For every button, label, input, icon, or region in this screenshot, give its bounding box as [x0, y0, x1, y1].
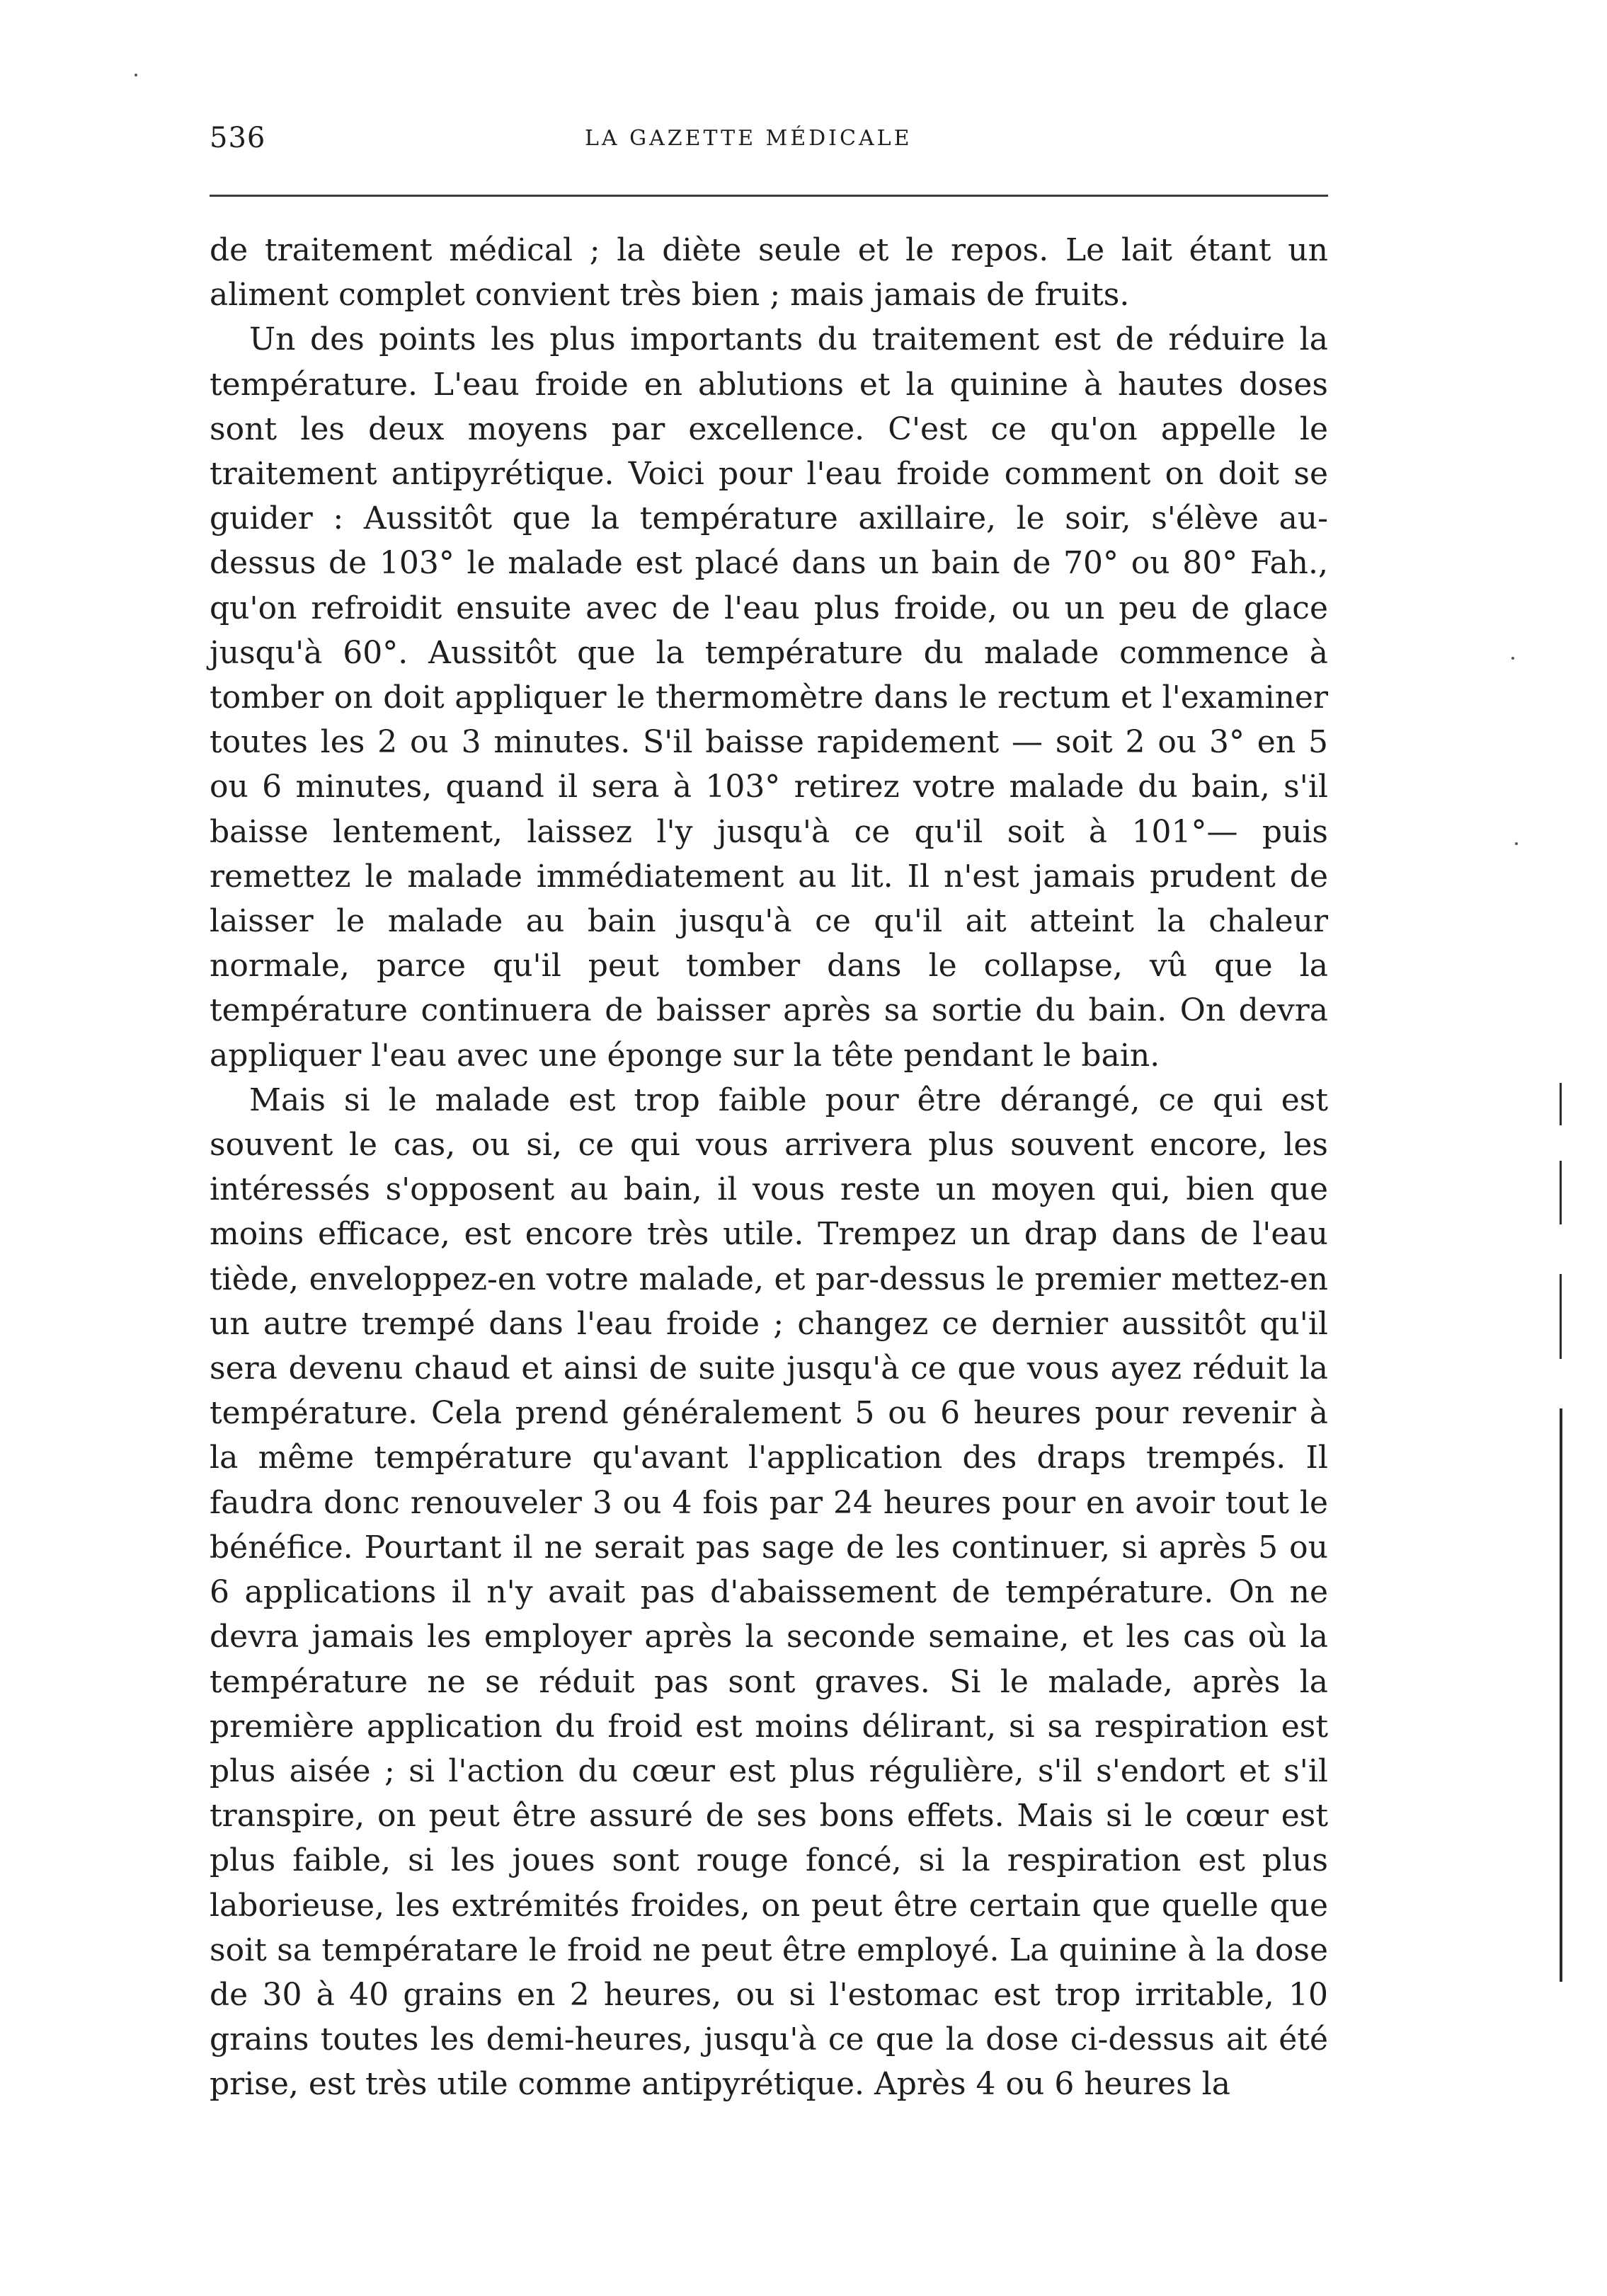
margin-mark [1560, 1083, 1562, 1125]
page-number: 536 [210, 122, 266, 154]
scan-dot [1515, 842, 1518, 845]
paragraph: Un des points les plus importants du traitement est de réduire la température. L'eau froide en ablutions et la quinine à hautes doses sont les deux moyens par excellence. C'est ce qu'on appelle le traitement antipyrétique. Voici pour l'eau froide comment on doit se guider : Aussitôt que la température axillaire, le soir, s'élève au-dessus de 103° le malade est placé dans un bain de 70° ou 80° Fah., qu'on refroidit ensuite avec de l'eau plus froide, ou un peu de glace jusqu'à 60°. Aussitôt que la température du malade commence à tomber on doit appliquer le thermomètre dans le rectum et l'examiner toutes les 2 ou 3 minutes. S'il baisse rapidement — soit 2 ou 3° en 5 ou 6 minutes, quand il sera à 103° retirez votre malade du bain, s'il baisse lentement, laissez l'y jusqu'à ce qu'il soit à 101°— puis remettez le malade immédiatement au lit. Il n'est jamais prudent de laisser le malade au bain jusqu'à ce qu'il ait atteint la chaleur normale, parce qu'il peut tomber dans le collapse, vû que la température continuera de baisser après sa sortie du bain. On devra appliquer l'eau avec une éponge sur la tête pendant le bain. [210, 321, 1328, 1074]
page-header [210, 122, 1328, 164]
header-rule [210, 195, 1328, 197]
scan-dot [135, 74, 137, 76]
paragraph-continued: de traitement médical ; la diète seule et le repos. Le lait étant un aliment complet convient très bien ; mais jamais de fruits. [210, 232, 1328, 314]
running-title: LA GAZETTE MÉDICALE [585, 126, 913, 151]
body-text [210, 228, 1328, 2107]
scan-dot [1511, 657, 1514, 660]
margin-mark [1560, 1161, 1562, 1224]
margin-mark [1560, 1274, 1562, 1359]
paragraph: Mais si le malade est trop faible pour être dérangé, ce qui est souvent le cas, ou si, ce qui vous arrivera plus souvent encore, les intéressés s'opposent au bain, il vous reste un moyen qui, bien que moins efficace, est encore très utile. Trempez un drap dans de l'eau tiède, enveloppez-en votre malade, et par-dessus le premier mettez-en un autre trempé dans l'eau froide ; changez ce dernier aussitôt qu'il sera devenu chaud et ainsi de suite jusqu'à ce que vous ayez réduit la température. Cela prend généralement 5 ou 6 heures pour revenir à la même température qu'avant l'application des draps trempés. Il faudra donc renouveler 3 ou 4 fois par 24 heures pour en avoir tout le bénéfice. Pourtant il ne serait pas sage de les continuer, si après 5 ou 6 applications il n'y avait pas d'abaissement de température. On ne devra jamais les employer après la seconde semaine, et les cas où la température ne se réduit pas sont graves. Si le malade, après la première application du froid est moins délirant, si sa respiration est plus aisée ; si l'action du cœur est plus régulière, s'il s'endort et s'il transpire, on peut être assuré de ses bons effets. Mais si le cœur est plus faible, si les joues sont rouge foncé, si la respiration est plus laborieuse, les extrémités froides, on peut être certain que quelle que soit sa températare le froid ne peut être employé. La quinine à la dose de 30 à 40 grains en 2 heures, ou si l'estomac est trop irritable, 10 grains toutes les demi-heures, jusqu'à ce que la dose ci-dessus ait été prise, est très utile comme antipyrétique. Après 4 ou 6 heures la [210, 1081, 1328, 2103]
margin-mark [1560, 1408, 1562, 1982]
